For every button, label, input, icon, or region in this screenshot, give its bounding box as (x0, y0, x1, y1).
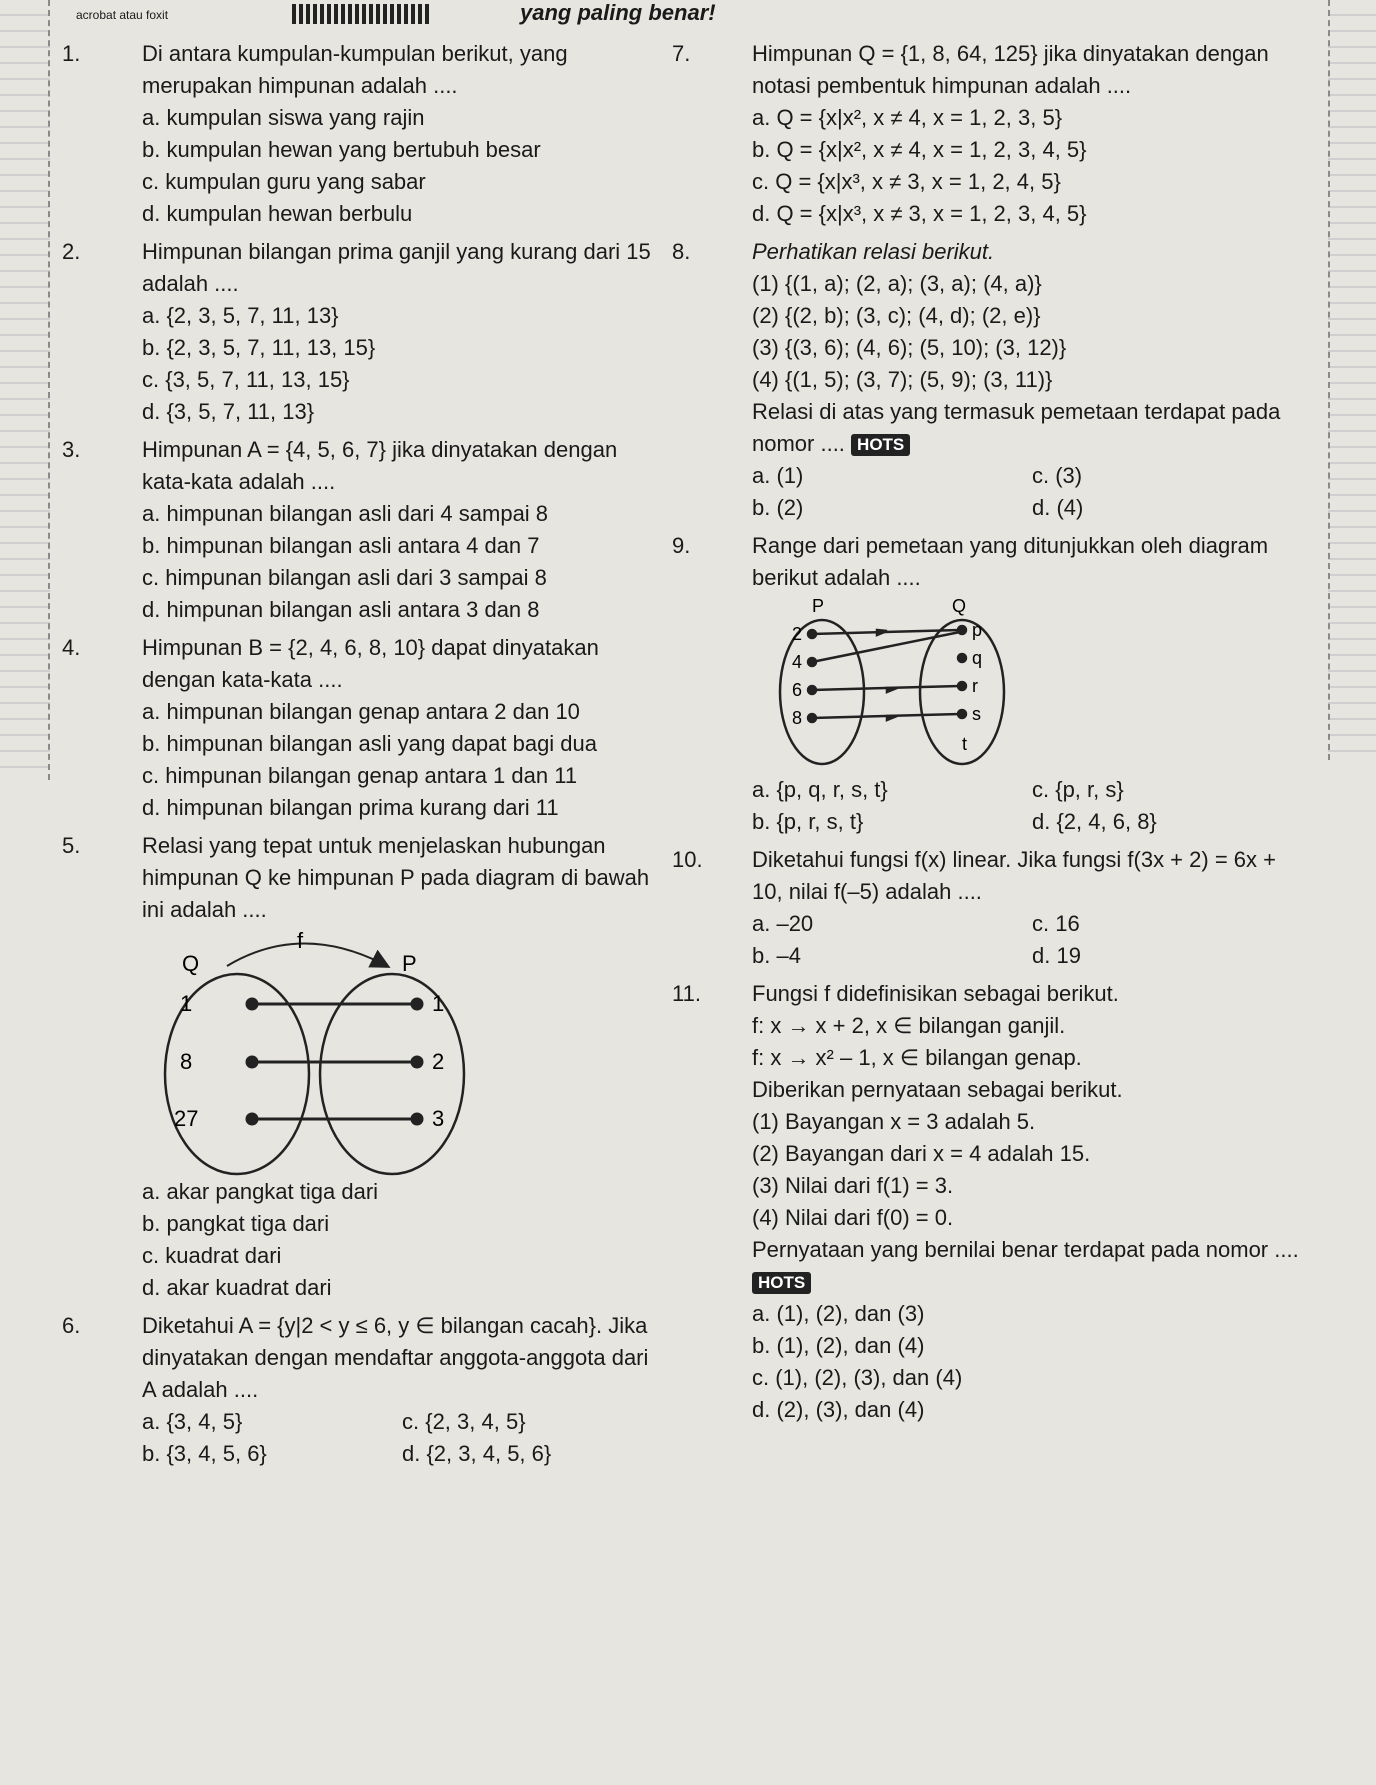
question-text: Himpunan B = {2, 4, 6, 8, 10} dapat dinyatakan dengan kata-kata .... (142, 635, 599, 692)
left-column (62, 38, 662, 1476)
option[interactable]: c. kuadrat dari (142, 1243, 282, 1268)
option[interactable]: d. (2), (3), dan (4) (752, 1397, 925, 1422)
question-number: 2. (62, 239, 81, 264)
option[interactable]: a. himpunan bilangan asli dari 4 sampai 8 (142, 501, 549, 526)
element-p: 3 (432, 1106, 445, 1131)
question-1 (62, 38, 662, 230)
function-arrow (227, 944, 387, 967)
question-text-2: Relasi di atas yang termasuk pemetaan terdapat pada nomor .... (752, 399, 1281, 456)
binding-right (1328, 0, 1376, 760)
question-text: Himpunan A = {4, 5, 6, 7} jika dinyatakan dengan kata-kata adalah .... (142, 437, 618, 494)
question-text: Diketahui fungsi f(x) linear. Jika fungsi f(3x + 2) = 6x + 10, nilai f(–5) adalah .... (752, 847, 1276, 904)
question-text-2: Diberikan pernyataan sebagai berikut. (752, 1077, 1123, 1102)
question-number: 7. (672, 41, 691, 66)
element-q: p (972, 620, 983, 640)
set-label-from: Q (182, 951, 200, 976)
statement-item: (1) Bayangan x = 3 adalah 5. (752, 1109, 1036, 1134)
option[interactable]: c. himpunan bilangan genap antara 1 dan 11 (142, 763, 578, 788)
option[interactable]: b. –4 (752, 943, 801, 968)
option[interactable]: b. kumpulan hewan yang bertubuh besar (142, 137, 541, 162)
question-number: 9. (672, 533, 691, 558)
statement-item: (2) Bayangan dari x = 4 adalah 15. (752, 1141, 1091, 1166)
question-number: 3. (62, 437, 81, 462)
options-grid (142, 1406, 662, 1438)
option[interactable]: d. himpunan bilangan asli antara 3 dan 8 (142, 597, 540, 622)
option[interactable]: c. {2, 3, 4, 5} (402, 1409, 526, 1434)
option[interactable]: b. (1), (2), dan (4) (752, 1333, 925, 1358)
right-column (672, 38, 1312, 1432)
options-grid (142, 1438, 662, 1470)
statement-item: (3) Nilai dari f(1) = 3. (752, 1173, 954, 1198)
option[interactable]: a. (1), (2), dan (3) (752, 1301, 925, 1326)
relation-item: (3) {(3, 6); (4, 6); (5, 10); (3, 12)} (752, 335, 1067, 360)
element-p: 8 (792, 708, 803, 728)
element-p: 2 (792, 624, 803, 644)
question-text: Himpunan Q = {1, 8, 64, 125} jika dinyatakan dengan notasi pembentuk himpunan adalah .... (752, 41, 1269, 98)
option[interactable]: d. {2, 3, 4, 5, 6} (402, 1441, 552, 1466)
question-number: 4. (62, 635, 81, 660)
element-q: s (972, 704, 981, 724)
option[interactable]: a. akar pangkat tiga dari (142, 1179, 379, 1204)
options-grid (752, 492, 1312, 524)
option[interactable]: b. {3, 4, 5, 6} (142, 1441, 267, 1466)
question-8 (672, 236, 1312, 524)
question-5 (62, 830, 662, 1304)
hots-badge: HOTS (752, 1272, 811, 1294)
option[interactable]: d. himpunan bilangan prima kurang dari 11 (142, 795, 559, 820)
option[interactable]: d. 19 (1032, 943, 1081, 968)
element-q: 1 (180, 991, 193, 1016)
qr-code (292, 4, 430, 24)
option[interactable]: b. (2) (752, 495, 804, 520)
question-text: Fungsi f didefinisikan sebagai berikut. (752, 981, 1119, 1006)
option[interactable]: a. –20 (752, 911, 814, 936)
option[interactable]: c. {3, 5, 7, 11, 13, 15} (142, 367, 350, 392)
option[interactable]: b. Q = {x|x², x ≠ 4, x = 1, 2, 3, 4, 5} (752, 137, 1087, 162)
option[interactable]: b. pangkat tiga dari (142, 1211, 330, 1236)
binding-left (0, 0, 50, 780)
question-text: Diketahui A = {y|2 < y ≤ 6, y ∈ bilangan cacah}. Jika dinyatakan dengan mendaftar anggota-anggota dari A adalah .... (142, 1313, 649, 1402)
option[interactable]: b. {p, r, s, t} (752, 809, 864, 834)
question-7 (672, 38, 1312, 230)
question-6 (62, 1310, 662, 1470)
option[interactable]: c. himpunan bilangan asli dari 3 sampai 8 (142, 565, 547, 590)
option[interactable]: c. (3) (1032, 463, 1083, 488)
element-q: r (972, 676, 978, 696)
relation-item: (1) {(1, a); (2, a); (3, a); (4, a)} (752, 271, 1042, 296)
question-3 (62, 434, 662, 626)
option[interactable]: a. Q = {x|x², x ≠ 4, x = 1, 2, 3, 5} (752, 105, 1063, 130)
header-tagline: yang paling benar! (520, 0, 716, 25)
option[interactable]: d. (4) (1032, 495, 1084, 520)
mapping-diagram-p-to-q (772, 594, 1312, 774)
hots-badge: HOTS (851, 434, 910, 456)
element-q: 27 (174, 1106, 199, 1131)
mapping-diagram-q-to-p (132, 926, 662, 1176)
element-p: 6 (792, 680, 803, 700)
question-number: 8. (672, 239, 691, 264)
option[interactable]: c. {p, r, s} (1032, 777, 1124, 802)
option[interactable]: d. Q = {x|x³, x ≠ 3, x = 1, 2, 3, 4, 5} (752, 201, 1087, 226)
set-label-to: P (402, 951, 417, 976)
option[interactable]: b. {2, 3, 5, 7, 11, 13, 15} (142, 335, 376, 360)
question-4 (62, 632, 662, 824)
options-grid (752, 774, 1312, 806)
option[interactable]: c. kumpulan guru yang sabar (142, 169, 426, 194)
question-number: 1. (62, 41, 81, 66)
question-text: Perhatikan relasi berikut. (752, 239, 995, 264)
options-grid (752, 908, 1312, 940)
question-text-3: Pernyataan yang bernilai benar terdapat pada nomor .... (752, 1237, 1299, 1262)
question-9 (672, 530, 1312, 838)
question-text: Relasi yang tepat untuk menjelaskan hubungan himpunan Q ke himpunan P pada diagram di bawah ini adalah .... (142, 833, 650, 922)
option[interactable]: a. himpunan bilangan genap antara 2 dan 10 (142, 699, 580, 724)
element-q: 8 (180, 1049, 193, 1074)
question-text: Himpunan bilangan prima ganjil yang kurang dari 15 adalah .... (142, 239, 651, 296)
option[interactable]: c. Q = {x|x³, x ≠ 3, x = 1, 2, 4, 5} (752, 169, 1061, 194)
option[interactable]: b. himpunan bilangan asli antara 4 dan 7 (142, 533, 540, 558)
question-2 (62, 236, 662, 428)
element-p: 4 (792, 652, 803, 672)
relation-item: (4) {(1, 5); (3, 7); (5, 9); (3, 11)} (752, 367, 1053, 392)
option[interactable]: c. 16 (1032, 911, 1080, 936)
element-q: q (972, 648, 983, 668)
options-grid (752, 940, 1312, 972)
set-label-from: P (812, 596, 825, 616)
options-grid (752, 460, 1312, 492)
question-11 (672, 978, 1312, 1426)
option[interactable]: a. {p, q, r, s, t} (752, 777, 888, 802)
page-header (70, 2, 1330, 28)
function-definition: f: x → x + 2, x ∈ bilangan ganjil. (752, 1013, 1066, 1038)
element-p: 2 (432, 1049, 445, 1074)
option[interactable]: a. kumpulan siswa yang rajin (142, 105, 425, 130)
option[interactable]: a. (1) (752, 463, 804, 488)
option[interactable]: d. kumpulan hewan berbulu (142, 201, 413, 226)
question-number: 10. (672, 847, 703, 872)
element-p: 1 (432, 991, 445, 1016)
options-grid (752, 806, 1312, 838)
option[interactable]: a. {2, 3, 5, 7, 11, 13} (142, 303, 339, 328)
function-definition: f: x → x² – 1, x ∈ bilangan genap. (752, 1045, 1082, 1070)
option[interactable]: d. {3, 5, 7, 11, 13} (142, 399, 315, 424)
relation-item: (2) {(2, b); (3, c); (4, d); (2, e)} (752, 303, 1041, 328)
question-number: 5. (62, 833, 81, 858)
element-q: t (962, 734, 968, 754)
question-number: 11. (672, 981, 701, 1006)
option[interactable]: b. himpunan bilangan asli yang dapat bagi dua (142, 731, 598, 756)
question-number: 6. (62, 1313, 81, 1338)
function-label: f (297, 928, 304, 953)
option[interactable]: c. (1), (2), (3), dan (4) (752, 1365, 963, 1390)
option[interactable]: a. {3, 4, 5} (142, 1409, 243, 1434)
question-10 (672, 844, 1312, 972)
option[interactable]: d. {2, 4, 6, 8} (1032, 809, 1157, 834)
header-left-text: acrobat atau foxit (76, 8, 169, 22)
set-label-to: Q (952, 596, 967, 616)
option[interactable]: d. akar kuadrat dari (142, 1275, 332, 1300)
question-text: Di antara kumpulan-kumpulan berikut, yang merupakan himpunan adalah .... (142, 41, 568, 98)
statement-item: (4) Nilai dari f(0) = 0. (752, 1205, 954, 1230)
question-text: Range dari pemetaan yang ditunjukkan oleh diagram berikut adalah .... (752, 533, 1269, 590)
